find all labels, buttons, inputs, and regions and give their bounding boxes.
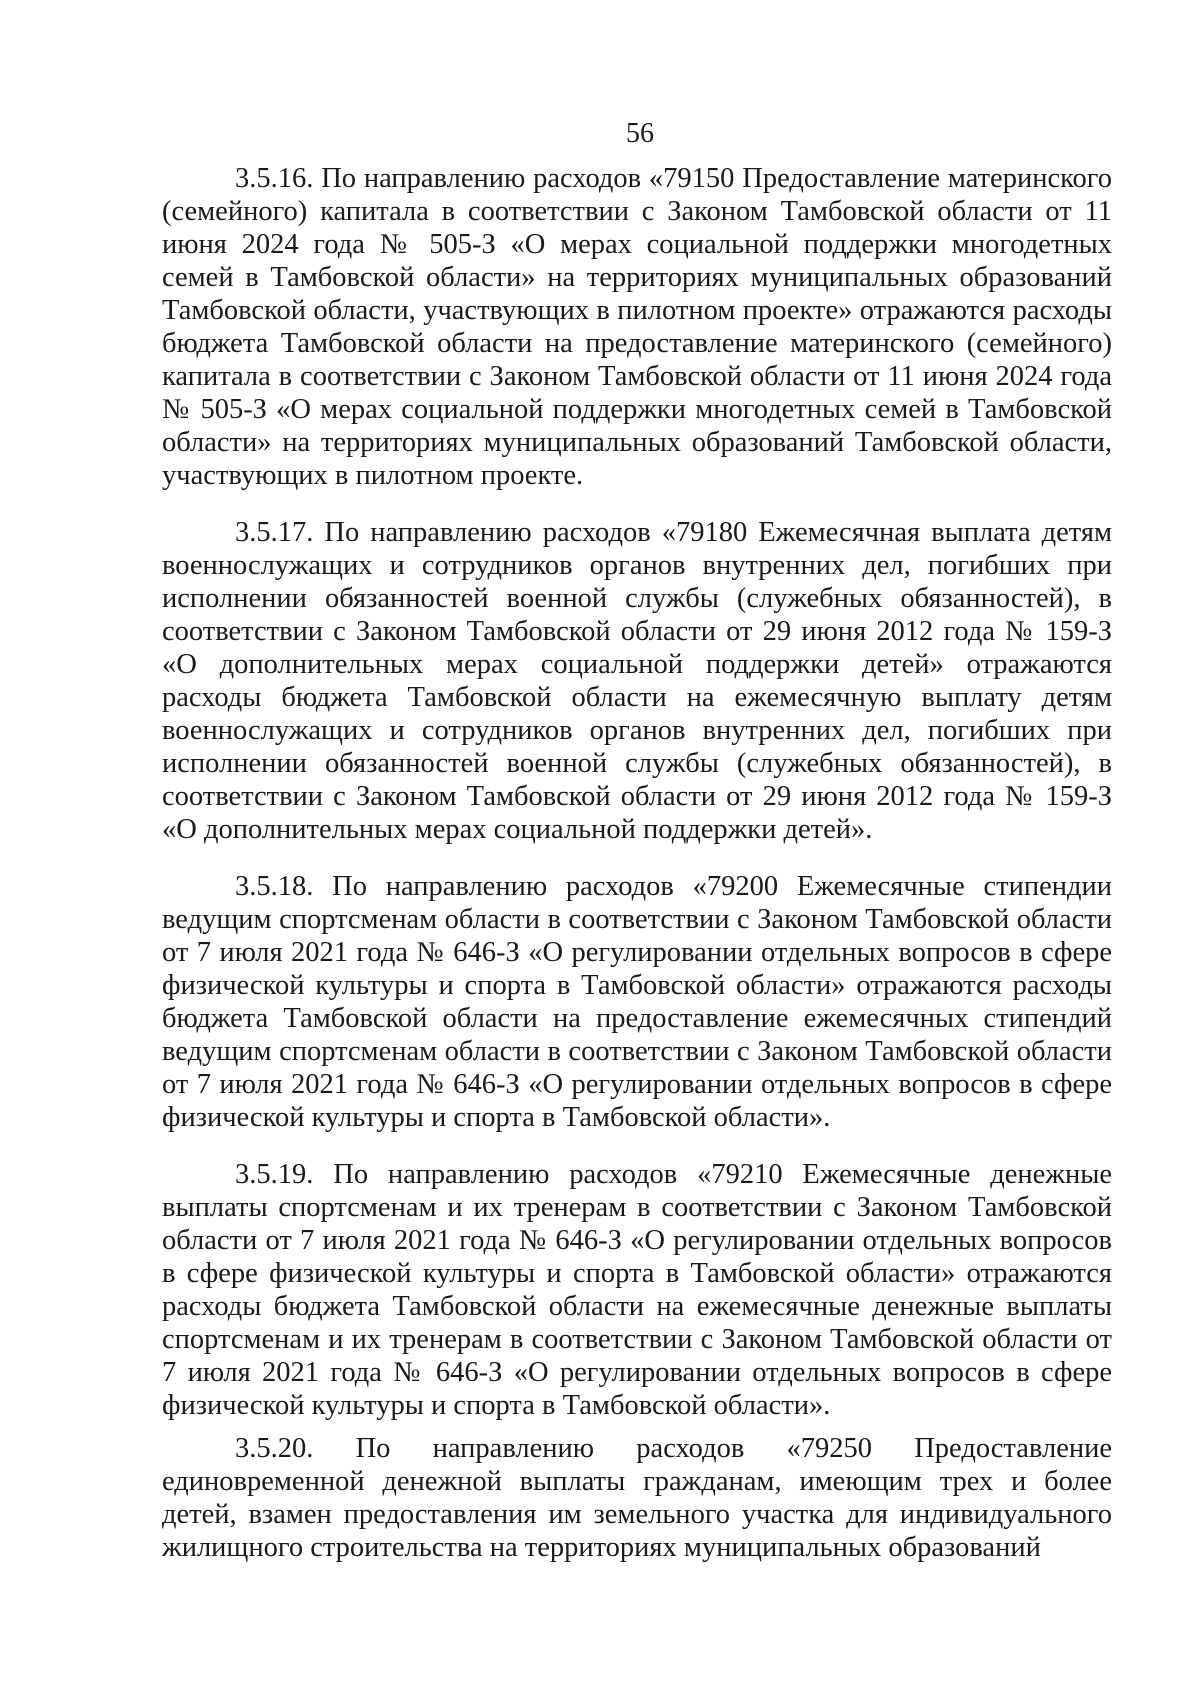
paragraph-3-5-17: 3.5.17. По направлению расходов «79180 Ежемесячная выплата детям военнослужащих и сотрудников органов внутренних дел, погибших при исполнении обязанностей военной службы (служебных обязанностей), в соответствии с Законом Тамбовской области от 29 июня 2012 года № 159-З «О дополнительных мерах социальной поддержки детей» отражаются расходы бюджета Тамбовской области на ежемесячную выплату детям военнослужащих и сотрудников органов внутренних дел, погибших при исполнении обязанностей военной службы (служебных обязанностей), в соответствии с Законом Тамбовской области от 29 июня 2012 года № 159-З «О дополнительных мерах социальной поддержки детей». — [162, 517, 1112, 845]
paragraph-3-5-20: 3.5.20. По направлению расходов «79250 Предоставление единовременной денежной выплаты гражданам, имеющим трех и более детей, взамен предоставления им земельного участка для индивидуального жилищного строительства на территориях муниципальных образований — [162, 1433, 1112, 1563]
document-body — [162, 162, 1112, 1564]
paragraph-3-5-18: 3.5.18. По направлению расходов «79200 Ежемесячные стипендии ведущим спортсменам области в соответствии с Законом Тамбовской области от 7 июля 2021 года № 646-З «О регулировании отдельных вопросов в сфере физической культуры и спорта в Тамбовской области» отражаются расходы бюджета Тамбовской области на предоставление ежемесячных стипендий ведущим спортсменам области в соответствии с Законом Тамбовской области от 7 июля 2021 года № 646-З «О регулировании отдельных вопросов в сфере физической культуры и спорта в Тамбовской области». — [162, 871, 1112, 1133]
paragraph-3-5-19: 3.5.19. По направлению расходов «79210 Ежемесячные денежные выплаты спортсменам и их тренерам в соответствии с Законом Тамбовской области от 7 июля 2021 года № 646-З «О регулировании отдельных вопросов в сфере физической культуры и спорта в Тамбовской области» отражаются расходы бюджета Тамбовской области на ежемесячные денежные выплаты спортсменам и их тренерам в соответствии с Законом Тамбовской области от 7 июля 2021 года № 646-З «О регулировании отдельных вопросов в сфере физической культуры и спорта в Тамбовской области». — [162, 1159, 1112, 1421]
paragraph-3-5-16: 3.5.16. По направлению расходов «79150 Предоставление материнского (семейного) капитала в соответствии с Законом Тамбовской области от 11 июня 2024 года № 505-З «О мерах социальной поддержки многодетных семей в Тамбовской области» на территориях муниципальных образований Тамбовской области, участвующих в пилотном проекте» отражаются расходы бюджета Тамбовской области на предоставление материнского (семейного) капитала в соответствии с Законом Тамбовской области от 11 июня 2024 года № 505-З «О мерах социальной поддержки многодетных семей в Тамбовской области» на территориях муниципальных образований Тамбовской области, участвующих в пилотном проекте. — [162, 163, 1112, 491]
page-number: 56 — [626, 118, 654, 149]
